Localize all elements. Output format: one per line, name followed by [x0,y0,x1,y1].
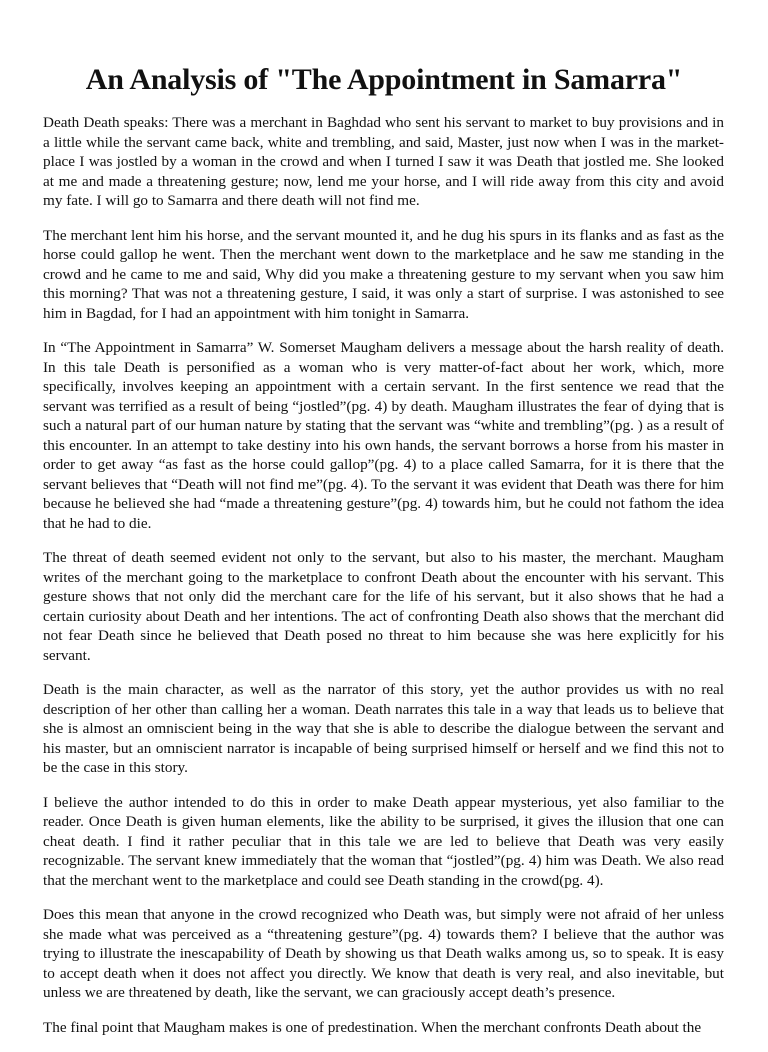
paragraph-2: The merchant lent him his horse, and the servant mounted it, and he dug his spurs in its flanks and as fast as the horse could gallop he went. Then the merchant went down to the marketplace and he saw me standing in the crowd and he came to me and said, Why did you make a threatening gesture to my servant when you saw him this morning? That was not a threatening gesture, I said, it was only a start of surprise. I was astonished to see him in Bagdad, for I had an appointment with him tonight in Samarra. [43,226,724,322]
paragraph-6: I believe the author intended to do this in order to make Death appear mysterious, yet also familiar to the reader. Once Death is given human elements, like the ability to be surprised, it gives the illusion that one can cheat death. I find it rather peculiar that in this tale we are led to believe that Death was very easily recognizable. The servant knew immediately that the woman that “jostled”(pg. 4) him was Death. We also read that the merchant went to the marketplace and could see Death standing in the crowd(pg. 4). [43,793,724,889]
paragraph-1: Death Death speaks: There was a merchant in Baghdad who sent his servant to market to buy provisions and in a little while the servant came back, white and trembling, and said, Master, just now when I was in the market-place I was jostled by a woman in the crowd and when I turned I saw it was Death that jostled me. She looked at me and made a threatening gesture; now, lend me your horse, and I will ride away from this city and avoid my fate. I will go to Samarra and there death will not find me. [43,114,724,209]
paragraph-7: Does this mean that anyone in the crowd recognized who Death was, but simply were not afraid of her unless she made what was perceived as a “threatening gesture”(pg. 4) towards them? I believe that the author was trying to illustrate the inescapability of Death by showing us that Death walks among us, so to speak. It is easy to accept death when it does not affect you directly. We know that death is very real, and also inevitable, but unless we are threatened by death, like the servant, we can graciously accept death’s presence. [43,906,724,1001]
paragraph-3: In “The Appointment in Samarra” W. Somerset Maugham delivers a message about the harsh reality of death. In this tale Death is personified as a woman who is very matter-of-fact about her work, which, more specifically, involves keeping an appointment with a certain servant. In the first sentence we read that the servant was terrified as a result of being “jostled”(pg. 4) by death. Maugham illustrates the fear of dying that is such a natural part of our human nature by stating that the servant was “white and trembling”(pg. ) as a result of this encounter. In an attempt to take destiny into his own hands, the servant borrows a horse from his master in order to get away “as fast as the horse could gallop”(pg. 4) to a place called Samarra, for it is there that the servant believes that “Death will not find me”(pg. 4). To the servant it was evident that Death was there for him because he believed she had “made a threatening gesture”(pg. 4) towards him, but he could not fathom the idea that he had to die. [43,339,724,532]
paragraph-4: The threat of death seemed evident not only to the servant, but also to his master, the merchant. Maugham writes of the merchant going to the marketplace to confront Death about the encounter with his servant. This gesture shows that not only did the merchant care for the life of his servant, but it also shows that he had a certain curiosity about Death and her intentions. The act of confronting Death also shows that the merchant did not fear Death since he believed that Death posed no threat to him because she was here explicitly for his servant. [43,549,724,664]
document-title: An Analysis of "The Appointment in Samarra" [85,63,683,96]
document-body [43,113,724,1052]
paragraph-5: Death is the main character, as well as the narrator of this story, yet the author provides us with no real description of her other than calling her a woman. Death narrates this tale in a way that leads us to believe that she is almost an omniscient being in the way that she is able to describe the dialogue between the servant and his master, but an omniscient narrator is incapable of being surprised himself or herself and we find this not to be the case in this story. [43,681,724,776]
paragraph-8: The final point that Maugham makes is one of predestination. When the merchant confronts Death about the [43,1018,702,1036]
